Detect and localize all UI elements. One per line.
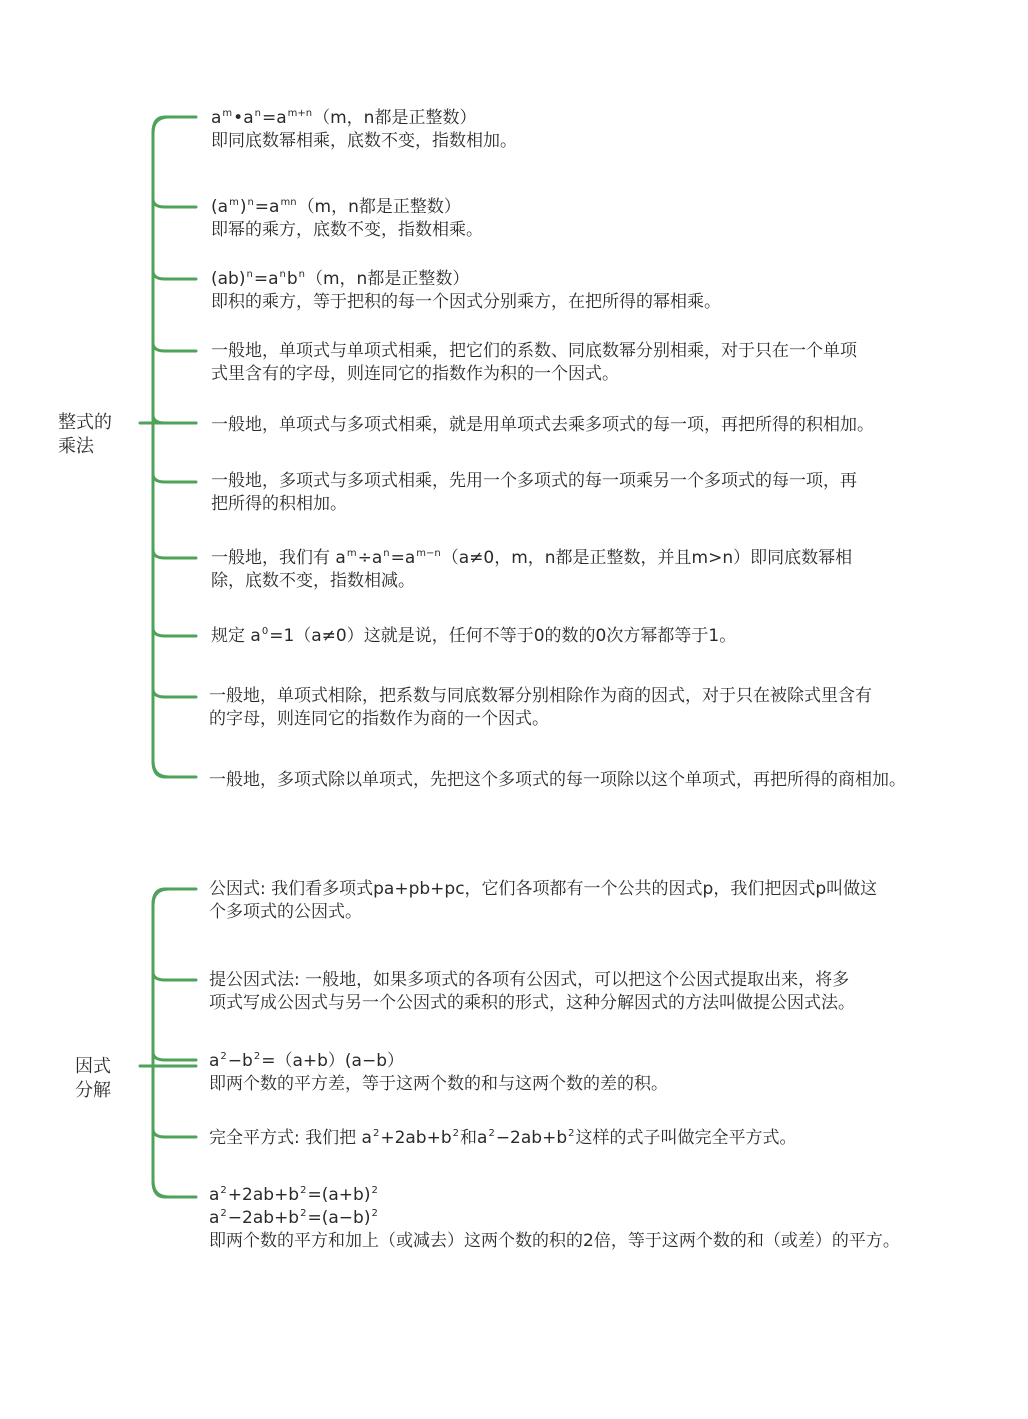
formula-text: =1（a≠0）这就是说，任何不等于0的数的0次方幂都等于1。 — [269, 626, 737, 646]
branch-connector — [153, 628, 196, 636]
bracket-spine — [153, 889, 169, 1197]
formula-exponent: 2 — [372, 1128, 380, 1139]
branch-connector — [153, 271, 196, 279]
branch-item — [209, 969, 855, 1015]
root-label-line-1: 整式的 — [58, 412, 112, 433]
text-line: 即两个数的平方和加上（或减去）这两个数的积的2倍，等于这两个数的和（或差）的平方。 — [209, 1231, 900, 1251]
branch-connector — [153, 761, 196, 777]
formula-text: +2ab+b — [227, 1185, 300, 1205]
branch-connector — [153, 689, 196, 697]
text-line: 即幂的乘方，底数不变，指数相乘。 — [211, 220, 483, 240]
formula-line — [209, 1207, 900, 1230]
text-line: 项式写成公因式与另一个公因式的乘积的形式，这种分解因式的方法叫做提公因式法。 — [209, 993, 855, 1013]
text-line: 即积的乘方，等于把积的每一个因式分别乘方，在把所得的幂相乘。 — [211, 292, 721, 312]
formula-line — [211, 268, 721, 291]
root-label-line-2: 乘法 — [58, 436, 94, 457]
formula-line — [211, 625, 736, 648]
formula-text: =(a−b) — [307, 1208, 371, 1228]
root-label-line-1: 因式 — [75, 1056, 111, 1077]
branch-connector — [153, 1181, 196, 1197]
formula-exponent: 0 — [261, 626, 269, 637]
formula-exponent: m+n — [287, 108, 313, 119]
formula-exponent: m — [229, 197, 239, 208]
text-line: 一般地，多项式与多项式相乘，先用一个多项式的每一项乘另一个多项式的每一项，再 — [211, 471, 857, 491]
branch-connector — [153, 1052, 196, 1060]
formula-exponent: 2 — [220, 1208, 227, 1219]
formula-exponent: 2 — [220, 1051, 227, 1062]
formula-exponent: 2 — [253, 1051, 261, 1062]
branch-item — [211, 340, 857, 386]
branch-item — [211, 625, 736, 648]
formula-text: (ab) — [211, 269, 246, 289]
text-line: 一般地，多项式除以单项式，先把这个多项式的每一项除以这个单项式，再把所得的商相加。 — [209, 770, 906, 790]
formula-line — [211, 196, 483, 219]
formula-text: =a — [254, 197, 280, 217]
formula-exponent: m — [222, 108, 233, 119]
formula-text: =a — [261, 108, 287, 128]
branch-item — [211, 268, 721, 314]
formula-text: 和a — [460, 1128, 488, 1148]
formula-exponent: 2 — [371, 1208, 378, 1219]
text-line: 个多项式的公因式。 — [209, 902, 362, 922]
text-line: 提公因式法: 一般地，如果多项式的各项有公因式，可以把这个公因式提取出来，将多 — [209, 970, 850, 990]
branch-item — [209, 1184, 900, 1253]
formula-text: （a≠0，m，n都是正整数，并且m>n）即同底数幂相 — [441, 548, 853, 568]
text-line: 公因式: 我们看多项式pa+pb+pc，它们各项都有一个公共的因式p，我们把因式p叫做这 — [209, 879, 878, 899]
branch-item — [209, 1127, 797, 1150]
formula-text: 规定 a — [211, 626, 261, 646]
branch-connector — [153, 550, 196, 558]
branch-item — [211, 107, 517, 153]
text-line: 把所得的积相加。 — [211, 494, 347, 514]
branch-connector — [153, 889, 196, 905]
bracket-spine — [153, 117, 169, 777]
formula-exponent: n — [279, 269, 286, 280]
branch-item — [209, 1050, 668, 1096]
formula-line — [211, 107, 517, 130]
formula-text: （m，n都是正整数） — [305, 269, 470, 289]
formula-text: 这样的式子叫做完全平方式。 — [575, 1128, 797, 1148]
text-line: 一般地，单项式与多项式相乘，就是用单项式去乘多项式的每一项，再把所得的积相加。 — [211, 415, 874, 435]
branch-item — [209, 685, 872, 731]
formula-exponent: 2 — [300, 1185, 307, 1196]
text-line: 一般地，单项式相除，把系数与同底数幂分别相除作为商的因式，对于只在被除式里含有 — [209, 686, 872, 706]
formula-text: 一般地，我们有 a — [211, 548, 346, 568]
branch-item — [209, 769, 906, 792]
branch-item — [209, 878, 877, 924]
formula-exponent: m — [346, 548, 357, 559]
text-line: 一般地，单项式与单项式相乘，把它们的系数、同底数幂分别相乘，对于只在一个单项 — [211, 341, 857, 361]
formula-exponent: 2 — [568, 1128, 575, 1139]
formula-text: a — [209, 1051, 220, 1071]
formula-text: =(a+b) — [307, 1185, 371, 1205]
formula-exponent: n — [254, 108, 261, 119]
branch-connector — [153, 117, 196, 133]
root-node-polynomial-multiplication — [58, 411, 112, 459]
formula-exponent: m−n — [416, 548, 441, 559]
formula-exponent: n — [298, 269, 305, 280]
formula-text: ) — [239, 197, 247, 217]
branch-item — [211, 414, 874, 437]
formula-line — [209, 1050, 668, 1073]
formula-text: =（a+b）(a−b） — [261, 1051, 405, 1071]
formula-text: •a — [233, 108, 254, 128]
formula-line — [209, 1184, 900, 1207]
formula-exponent: 2 — [452, 1128, 460, 1139]
formula-text: a — [209, 1185, 220, 1205]
formula-exponent: 2 — [488, 1128, 495, 1139]
formula-exponent: 2 — [220, 1185, 227, 1196]
formula-text: （m，n都是正整数） — [313, 108, 477, 128]
formula-text: −2ab+b — [495, 1128, 568, 1148]
branch-connector — [153, 474, 196, 482]
branch-connector — [153, 343, 196, 351]
text-line: 式里含有的字母，则连同它的指数作为积的一个因式。 — [211, 364, 619, 384]
formula-exponent: n — [246, 269, 253, 280]
formula-text: −b — [227, 1051, 253, 1071]
formula-text: b — [286, 269, 298, 289]
branch-connector — [153, 972, 196, 980]
branch-connector — [153, 1129, 196, 1137]
formula-line — [209, 1127, 797, 1150]
formula-text: (a — [211, 197, 229, 217]
root-node-factorization — [75, 1055, 111, 1103]
formula-exponent: n — [383, 548, 390, 559]
formula-text: ÷a — [357, 548, 383, 568]
formula-exponent: 2 — [300, 1208, 307, 1219]
formula-text: =a — [253, 269, 279, 289]
formula-exponent: mn — [280, 197, 297, 208]
formula-text: （m，n都是正整数） — [297, 197, 461, 217]
root-label-line-2: 分解 — [75, 1080, 111, 1101]
branch-item — [211, 196, 483, 242]
formula-text: =a — [390, 548, 416, 568]
branch-item — [211, 547, 852, 593]
text-line: 的字母，则连同它的指数作为商的一个因式。 — [209, 709, 549, 729]
formula-text: −2ab+b — [227, 1208, 300, 1228]
formula-text: a — [209, 1208, 220, 1228]
formula-exponent: 2 — [371, 1185, 378, 1196]
text-line: 即同底数幂相乘，底数不变，指数相加。 — [211, 131, 517, 151]
formula-text: +2ab+b — [380, 1128, 452, 1148]
text-line: 除，底数不变，指数相减。 — [211, 571, 415, 591]
branch-connector — [153, 415, 196, 423]
formula-exponent: n — [247, 197, 254, 208]
branch-item — [211, 470, 857, 516]
branch-connector — [153, 199, 196, 207]
formula-text: a — [211, 108, 222, 128]
formula-line — [211, 547, 852, 570]
formula-text: 完全平方式: 我们把 a — [209, 1128, 372, 1148]
text-line: 即两个数的平方差，等于这两个数的和与这两个数的差的积。 — [209, 1074, 668, 1094]
